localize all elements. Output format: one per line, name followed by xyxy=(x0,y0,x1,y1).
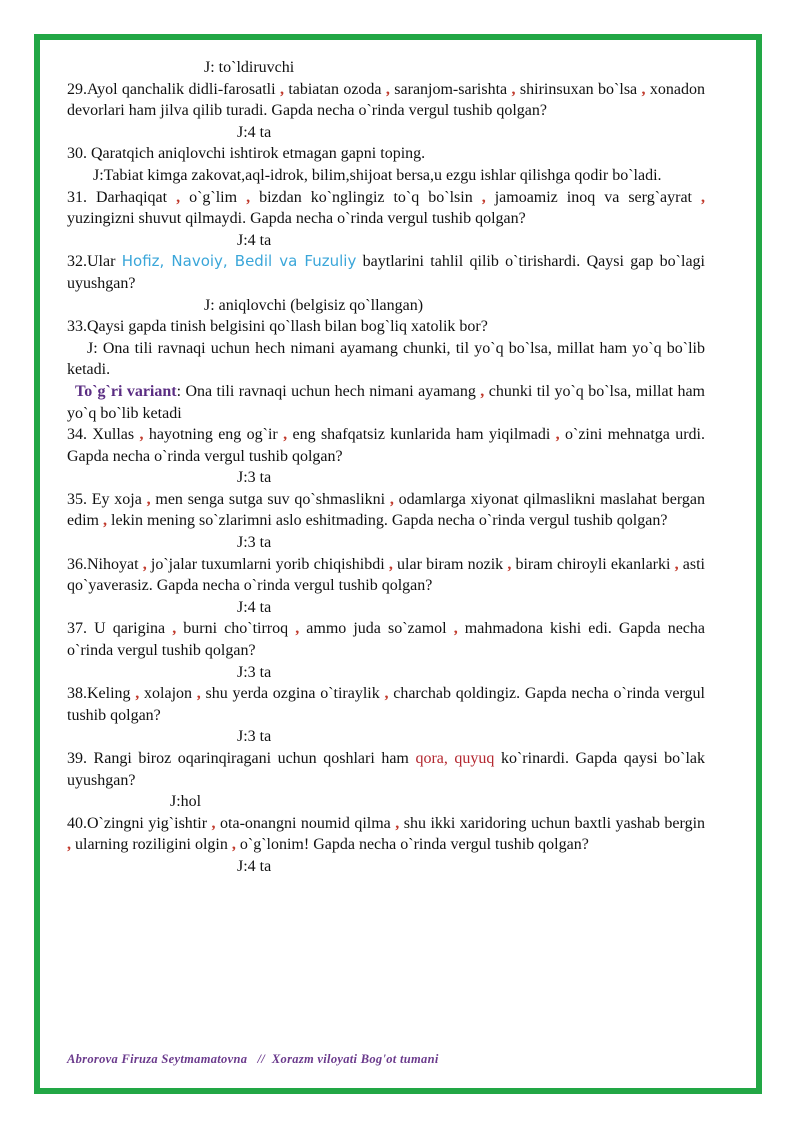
inserted-comma: , xyxy=(384,555,393,573)
question-35: 35. Ey xoja , men senga sutga suv qo`shmaslikni , odamlarga xiyonat qilmaslikni maslahat bergan edim , lekin mening so`zlarimni aslo eshitmading. Gapda necha o`rinda vergul tushib qolgan? xyxy=(67,490,706,530)
highlighted-names: Hofiz, Navoiy, Bedil va Fuzuliy xyxy=(121,252,357,271)
inserted-comma: , xyxy=(167,188,181,206)
answer-34: J:3 ta xyxy=(237,469,272,487)
page-footer: Abrorova Firuza Seytmamatovna // Xorazm viloyati Bog'ot tumani xyxy=(67,1052,439,1066)
question-30: 30. Qaratqich aniqlovchi ishtirok etmagan gapni toping. xyxy=(67,145,426,163)
inserted-comma: , xyxy=(165,620,177,638)
highlighted-words: qora, quyuq xyxy=(415,750,495,767)
inserted-comma: , xyxy=(472,188,486,206)
question-34: 34. Xullas , hayotning eng og`ir , eng shafqatsiz kunlarida ham yiqilmadi , o`zini mehnatga urdi. Gapda necha o`rinda vergul tushib qolgan? xyxy=(67,426,705,465)
inserted-comma: , xyxy=(277,426,288,444)
question-38: 38.Keling , xolajon , shu yerda ozgina o`tiraylik , charchab qoldingiz. Gapda necha o`rinda vergul tushib qolgan? xyxy=(67,685,705,724)
answer-31: J:4 ta xyxy=(237,231,272,249)
answer-39: J:hol xyxy=(170,793,202,811)
inserted-comma: , xyxy=(134,426,144,444)
answer-32: J: aniqlovchi (belgisiz qo`llangan) xyxy=(204,296,424,314)
inserted-comma: , xyxy=(275,80,284,98)
correct-variant-label: To`g`ri variant xyxy=(75,382,177,400)
document-body xyxy=(67,57,705,878)
question-32: 32.Ular Hofiz, Navoiy, Bedil va Fuzuliy baytlarini tahlil qilib o`tirishardi. Qaysi gap bo`lagi uyushgan? xyxy=(67,252,705,292)
inserted-comma: , xyxy=(227,836,236,854)
question-29: 29.Ayol qanchalik didli-farosatli , tabiatan ozoda , saranjom-sarishta , shirinsuxan bo`lsa , xonadon devorlari ham jilva qilib turadi. Gapda necha o`rinda vergul tushib qolgan? xyxy=(67,80,705,120)
inserted-comma: , xyxy=(637,80,646,98)
inserted-comma: , xyxy=(550,426,560,444)
inserted-comma: , xyxy=(141,490,151,508)
question-33: 33.Qaysi gapda tinish belgisini qo`llash bilan bog`liq xatolik bor? xyxy=(67,318,488,336)
inserted-comma: , xyxy=(475,382,485,400)
inserted-comma: , xyxy=(237,188,251,206)
question-36: 36.Nihoyat , jo`jalar tuxumlarni yorib chiqishibdi , ular biram nozik , biram chiroyli ekanlarki , asti qo`yaverasiz. Gapda necha o`rinda vergul tushib qolgan? xyxy=(67,555,705,595)
inserted-comma: , xyxy=(192,685,201,703)
question-39: 39. Rangi biroz oqarinqiragani uchun qoshlari ham qora, quyuq ko`rinardi. Gapda qaysi bo`lak uyushgan? xyxy=(67,750,705,789)
answer-30: J:Tabiat kimga zakovat,aql-idrok, bilim,shijoat bersa,u ezgu ishlar qilishga qodir bo`ladi. xyxy=(93,166,662,184)
inserted-comma: , xyxy=(99,512,107,530)
inserted-comma: , xyxy=(288,620,300,638)
inserted-comma: , xyxy=(130,685,140,703)
answer-35: J:3 ta xyxy=(237,534,272,552)
question-40: 40.O`zingni yig`ishtir , ota-onangni noumid qilma , shu ikki xaridoring uchun baxtli yashab bergin , ularning roziligini olgin , o`g`lonim! Gapda necha o`rinda vergul tushib qolgan? xyxy=(67,814,706,854)
inserted-comma: , xyxy=(507,80,516,98)
inserted-comma: , xyxy=(692,188,705,206)
answer-33: J: Ona tili ravnaqi uchun hech nimani ayamang chunki, til yo`q bo`lsa, millat ham yo`q bo`lib ketadi. xyxy=(67,339,705,379)
answer-36: J:4 ta xyxy=(237,598,272,616)
inserted-comma: , xyxy=(385,490,394,508)
answer-40: J:4 ta xyxy=(237,857,272,875)
inserted-comma: , xyxy=(503,555,512,573)
inserted-comma: , xyxy=(67,836,71,854)
answer-29: J:4 ta xyxy=(237,123,272,141)
inserted-comma: , xyxy=(379,685,389,703)
inserted-comma: , xyxy=(207,814,216,832)
inserted-comma: , xyxy=(446,620,458,638)
answer-38: J:3 ta xyxy=(237,728,272,746)
inserted-comma: , xyxy=(390,814,400,832)
answer-37: J:3 ta xyxy=(237,663,272,681)
inserted-comma: , xyxy=(381,80,390,98)
question-31: 31. Darhaqiqat , o`g`lim , bizdan ko`nglingiz to`q bo`lsin , jamoamiz inoq va serg`ayrat , yuzingizni shuvut qilmaydi. Gapda necha o`rinda vergul tushib qolgan? xyxy=(67,188,705,228)
question-37: 37. U qarigina , burni cho`tirroq , ammo juda so`zamol , mahmadona kishi edi. Gapda necha o`rinda vergul tushib qolgan? xyxy=(67,620,706,660)
correct-variant-33: To`g`ri variant: Ona tili ravnaqi uchun hech nimani ayamang , chunki til yo`q bo`lsa, millat ham yo`q bo`lib ketadi xyxy=(67,382,706,422)
inserted-comma: , xyxy=(670,555,679,573)
answer-28: J: to`ldiruvchi xyxy=(204,59,295,76)
inserted-comma: , xyxy=(138,555,147,573)
